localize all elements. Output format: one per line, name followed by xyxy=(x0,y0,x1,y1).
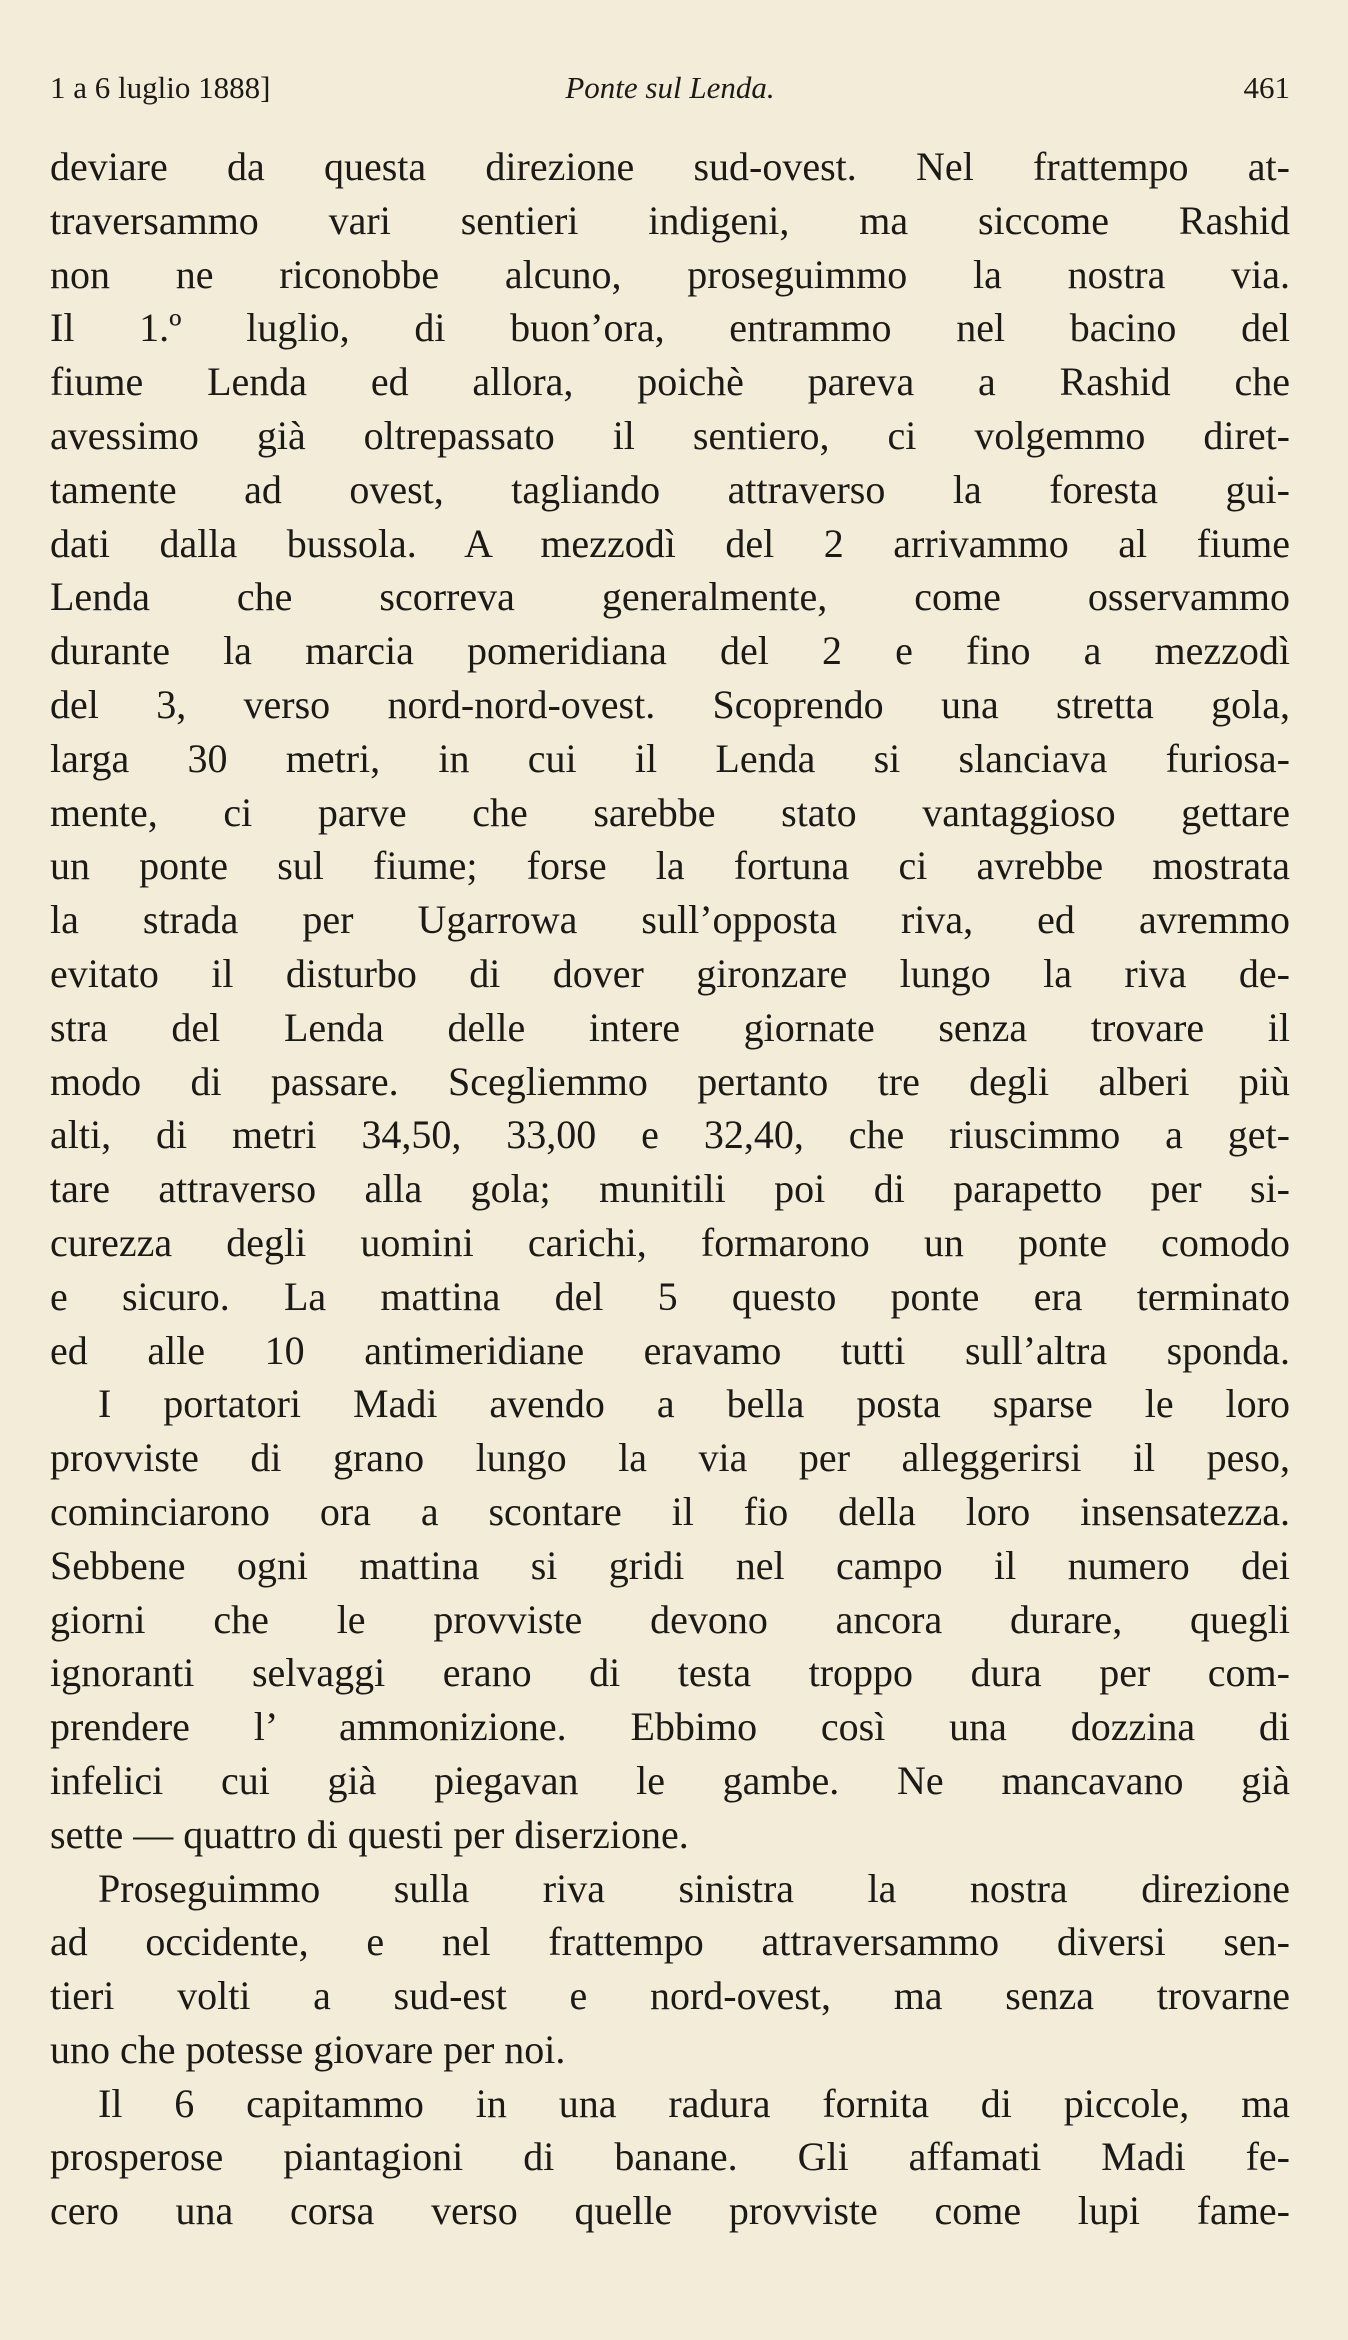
text-line: durante la marcia pomeridiana del 2 e fino a mezzodì xyxy=(50,628,1290,674)
text-line: stra del Lenda delle intere giornate senza trovare il xyxy=(50,1004,1290,1050)
text-line: un ponte sul fiume; forse la fortuna ci avrebbe mostrata xyxy=(50,843,1290,889)
text-line: modo di passare. Scegliemmo pertanto tre degli alberi più xyxy=(50,1058,1290,1104)
text-line: infelici cui già piegavan le gambe. Ne mancavano già xyxy=(50,1757,1290,1803)
text-line: ignoranti selvaggi erano di testa troppo dura per com- xyxy=(50,1650,1290,1696)
text-line: tare attraverso alla gola; munitili poi di parapetto per si- xyxy=(50,1166,1290,1212)
text-line: Il 1.º luglio, di buon’ora, entrammo nel bacino del xyxy=(50,305,1290,351)
running-header xyxy=(50,70,1290,110)
text-line: I portatori Madi avendo a bella posta sparse le loro xyxy=(98,1381,1290,1427)
text-line: tieri volti a sud-est e nord-ovest, ma senza trovarne xyxy=(50,1973,1290,2019)
text-line: avessimo già oltrepassato il sentiero, ci volgemmo diret- xyxy=(50,412,1290,458)
text-line: Il 6 capitammo in una radura fornita di piccole, ma xyxy=(98,2080,1290,2126)
text-line: tamente ad ovest, tagliando attraverso la foresta gui- xyxy=(50,466,1290,512)
body-text xyxy=(50,140,1290,2238)
text-line: Proseguimmo sulla riva sinistra la nostra direzione xyxy=(98,1865,1290,1911)
text-line: provviste di grano lungo la via per alleggerirsi il peso, xyxy=(50,1435,1290,1481)
text-line: deviare da questa direzione sud-ovest. Nel frattempo at- xyxy=(50,144,1290,189)
text-line: fiume Lenda ed allora, poichè pareva a Rashid che xyxy=(50,359,1290,405)
page-number: 461 xyxy=(1243,70,1290,105)
text-line: traversammo vari sentieri indigeni, ma siccome Rashid xyxy=(50,197,1290,243)
text-line: ed alle 10 antimeridiane eravamo tutti sull’altra sponda. xyxy=(50,1327,1290,1373)
text-line: del 3, verso nord-nord-ovest. Scoprendo una stretta gola, xyxy=(50,681,1290,727)
text-line: mente, ci parve che sarebbe stato vantaggioso gettare xyxy=(50,789,1290,835)
text-line: prosperose piantagioni di banane. Gli affamati Madi fe- xyxy=(50,2134,1290,2180)
text-line: Lenda che scorreva generalmente, come osservammo xyxy=(50,574,1290,620)
text-line: e sicuro. La mattina del 5 questo ponte era terminato xyxy=(50,1273,1290,1319)
text-line: prendere l’ ammonizione. Ebbimo così una dozzina di xyxy=(50,1704,1290,1750)
text-line: la strada per Ugarrowa sull’opposta riva, ed avremmo xyxy=(50,897,1290,943)
text-line: non ne riconobbe alcuno, proseguimmo la nostra via. xyxy=(50,251,1290,297)
text-line: evitato il disturbo di dover gironzare lungo la riva de- xyxy=(50,950,1290,996)
text-line: ad occidente, e nel frattempo attraversammo diversi sen- xyxy=(50,1919,1290,1965)
text-line: uno che potesse giovare per noi. xyxy=(50,2026,566,2072)
header-date-range: 1 a 6 luglio 1888] xyxy=(50,70,271,105)
text-line: Sebbene ogni mattina si gridi nel campo il numero dei xyxy=(50,1542,1290,1588)
text-line: cero una corsa verso quelle provviste come lupi fame- xyxy=(50,2188,1290,2234)
text-line: cominciarono ora a scontare il fio della loro insensatezza. xyxy=(50,1488,1290,1534)
text-line: giorni che le provviste devono ancora durare, quegli xyxy=(50,1596,1290,1642)
header-chapter-title: Ponte sul Lenda. xyxy=(565,70,775,105)
text-line: curezza degli uomini carichi, formarono un ponte comodo xyxy=(50,1219,1290,1265)
text-line: larga 30 metri, in cui il Lenda si slanciava furiosa- xyxy=(50,735,1290,781)
text-line: dati dalla bussola. A mezzodì del 2 arrivammo al fiume xyxy=(50,520,1290,566)
text-line: alti, di metri 34,50, 33,00 e 32,40, che riuscimmo a get- xyxy=(50,1112,1290,1158)
text-line: sette — quattro di questi per diserzione. xyxy=(50,1811,689,1857)
